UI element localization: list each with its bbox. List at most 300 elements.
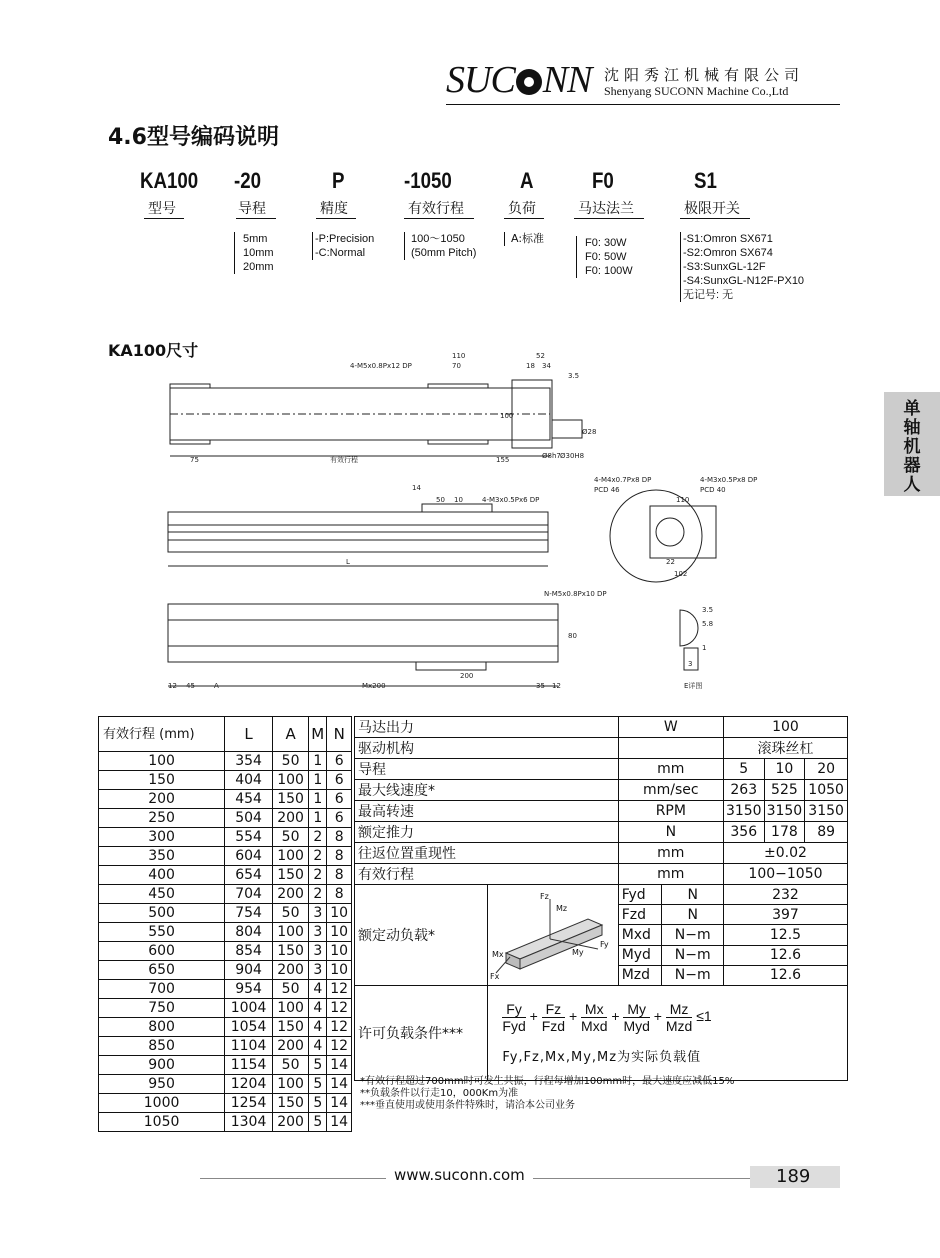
precision-options [312, 232, 374, 260]
table-cell: 12 [327, 980, 352, 999]
underline [504, 218, 544, 219]
label-precision: 精度 [320, 201, 348, 217]
load-unit: N−m [662, 965, 723, 985]
code-load: A [520, 168, 534, 193]
table-cell: 6 [327, 771, 352, 790]
detail-e-profile [680, 610, 698, 646]
spec-value: 89 [805, 822, 848, 843]
dim-label: 4-M3x0.5Px8 DP [700, 476, 758, 484]
dim-label: 35 [536, 682, 545, 690]
table-row [99, 847, 352, 866]
spec-value: 20 [805, 759, 848, 780]
table-cell: 3 [309, 961, 327, 980]
table-cell: 5 [309, 1094, 327, 1113]
load-key: Fyd [618, 885, 662, 905]
table-cell: 2 [309, 828, 327, 847]
table-cell: 50 [272, 904, 308, 923]
table-cell: 1054 [225, 1018, 273, 1037]
dim-label: Ø28 [582, 428, 597, 436]
load-key: Mxd [618, 925, 662, 945]
table-cell: 12 [327, 1018, 352, 1037]
end-cap [170, 384, 210, 388]
dim-label: 12 [168, 682, 177, 690]
load-value: 232 [723, 885, 847, 905]
load-value: 12.6 [723, 965, 847, 985]
table-cell: 8 [327, 847, 352, 866]
dim-label: 155 [496, 456, 510, 464]
dim-label: 50 [436, 496, 445, 504]
table-row [355, 885, 848, 905]
carriage-bottom [416, 662, 486, 670]
table-row [355, 864, 848, 885]
numerator: Fy [502, 1001, 525, 1018]
option: 100～1050 [411, 233, 465, 245]
table-cell: 1 [309, 771, 327, 790]
table-row [99, 752, 352, 771]
axis-label: Fz [540, 892, 550, 901]
side-tab-label: 单轴机器人 [903, 399, 921, 495]
option: 5mm [243, 233, 268, 245]
table-cell: 904 [225, 961, 273, 980]
code-flange: F0 [592, 168, 614, 193]
table-row [99, 866, 352, 885]
switch-options [680, 232, 804, 302]
fraction [542, 1001, 565, 1034]
table-cell: 200 [272, 885, 308, 904]
x-axis [496, 957, 510, 973]
table-row [99, 1094, 352, 1113]
fraction [666, 1001, 692, 1034]
spec-label: 额定推力 [355, 822, 619, 843]
carriage-edge [428, 440, 488, 444]
inequality: ≤1 [696, 1008, 712, 1025]
spec-label: 许可负载条件*** [355, 986, 488, 1081]
table-cell: 150 [272, 942, 308, 961]
label-switch: 极限开关 [684, 201, 740, 217]
option: -S3:SunxGL-12F [683, 261, 766, 273]
table-cell: 854 [225, 942, 273, 961]
company-name-cn: 沈阳秀江机械有限公司 [604, 66, 805, 84]
label-load: 负荷 [508, 201, 536, 217]
spec-unit: mm [618, 759, 723, 780]
label-stroke: 有效行程 [408, 201, 464, 217]
empty-cell [618, 738, 723, 759]
table-cell: 150 [99, 771, 225, 790]
dim-label: 34 [542, 362, 551, 370]
load-value: 397 [723, 905, 847, 925]
side-tab[interactable] [884, 392, 940, 496]
table-cell: 1204 [225, 1075, 273, 1094]
load-value: 12.5 [723, 925, 847, 945]
dim-label: E详图 [684, 682, 703, 690]
dim-label: 100 [500, 412, 514, 420]
underline [144, 218, 184, 219]
dim-label: 52 [536, 352, 545, 360]
table-row [355, 986, 848, 1081]
table-cell: 100 [272, 771, 308, 790]
axis-label: Mz [556, 904, 568, 913]
spec-label: 最大线速度* [355, 780, 619, 801]
numerator: Mx [581, 1001, 607, 1018]
option: F0: 30W [585, 237, 627, 249]
table-cell: 554 [225, 828, 273, 847]
table-cell: 4 [309, 980, 327, 999]
table-row [99, 1037, 352, 1056]
option: 10mm [243, 247, 274, 259]
carriage-edge [428, 384, 488, 388]
end-view-bore [656, 518, 684, 546]
load-unit: N−m [662, 925, 723, 945]
table-row [99, 904, 352, 923]
load-diagram-cell [488, 885, 618, 986]
table-cell: 704 [225, 885, 273, 904]
lead-options [234, 232, 274, 274]
dim-label: 4-M5x0.8Px12 DP [350, 362, 412, 370]
option: -S2:Omron SX674 [683, 247, 773, 259]
table-row [355, 801, 848, 822]
table-cell: 1 [309, 752, 327, 771]
spec-label: 有效行程 [355, 864, 619, 885]
bottom-view-body [168, 604, 558, 662]
col-header: A [272, 717, 308, 752]
footnotes [360, 1076, 734, 1112]
denominator: Myd [623, 1018, 650, 1034]
table-cell: 900 [99, 1056, 225, 1075]
table-row [355, 843, 848, 864]
option: F0: 50W [585, 251, 627, 263]
table-row [99, 828, 352, 847]
table-row [99, 1113, 352, 1132]
table-cell: 14 [327, 1056, 352, 1075]
table-cell: 50 [272, 980, 308, 999]
dim-label: 18 [526, 362, 535, 370]
load-unit: N [662, 885, 723, 905]
table-row [99, 980, 352, 999]
table-cell: 10 [327, 904, 352, 923]
table-cell: 150 [272, 1018, 308, 1037]
spec-label: 额定动负载* [355, 885, 488, 986]
motor-shaft [552, 420, 582, 438]
formula-cell [488, 986, 848, 1081]
stroke-dimension-table [98, 716, 352, 1132]
table-cell: 10 [327, 961, 352, 980]
section-title: 4.6型号编码说明 [108, 125, 279, 150]
table-cell: 504 [225, 809, 273, 828]
dim-label: 75 [190, 456, 199, 464]
spec-unit: mm/sec [618, 780, 723, 801]
table-row [99, 771, 352, 790]
dim-label: A [214, 682, 219, 690]
table-cell: 14 [327, 1075, 352, 1094]
table-cell: 8 [327, 885, 352, 904]
end-cap [170, 440, 210, 444]
table-cell: 550 [99, 923, 225, 942]
footer-url[interactable]: www.suconn.com [386, 1166, 533, 1184]
fraction [502, 1001, 525, 1034]
load-formula: Fy Fyd + Fz Fzd + Mx Mxd + My Myd + Mz Mzd ≤1 [502, 1001, 712, 1034]
table-cell: 404 [225, 771, 273, 790]
table-cell: 200 [272, 1113, 308, 1132]
table-cell: 150 [272, 790, 308, 809]
table-row [99, 1056, 352, 1075]
table-cell: 8 [327, 828, 352, 847]
table-cell: 100 [272, 923, 308, 942]
spec-value: 356 [723, 822, 764, 843]
table-cell: 450 [99, 885, 225, 904]
table-cell: 5 [309, 1056, 327, 1075]
load-direction-diagram [488, 885, 612, 981]
table-row [99, 885, 352, 904]
table-cell: 454 [225, 790, 273, 809]
note: ***垂直使用或使用条件特殊时，请洽本公司业务 [360, 1100, 575, 1111]
table-cell: 50 [272, 1056, 308, 1075]
dim-label: PCD 40 [700, 486, 726, 494]
fraction [581, 1001, 607, 1034]
spec-value: 3150 [805, 801, 848, 822]
table-cell: 354 [225, 752, 273, 771]
col-header: N [327, 717, 352, 752]
dim-label: 4-M3x0.5Px6 DP [482, 496, 540, 504]
table-cell: 1000 [99, 1094, 225, 1113]
table-cell: 1304 [225, 1113, 273, 1132]
dim-label: Ø8h7 [542, 452, 561, 460]
option: -S4:SunxGL-N12F-PX10 [683, 275, 805, 287]
table-cell: 5 [309, 1113, 327, 1132]
option: A:标准 [511, 232, 545, 245]
table-cell: 100 [272, 1075, 308, 1094]
table-cell: 6 [327, 752, 352, 771]
code-stroke: -1050 [404, 168, 452, 193]
table-cell: 3 [309, 942, 327, 961]
load-key: Fzd [618, 905, 662, 925]
table-cell: 754 [225, 904, 273, 923]
dim-label: 3 [688, 660, 693, 668]
table-cell: 1104 [225, 1037, 273, 1056]
label-model: 型号 [148, 201, 176, 217]
table-cell: 700 [99, 980, 225, 999]
spec-label: 驱动机构 [355, 738, 619, 759]
table-cell: 1 [309, 809, 327, 828]
table-row [99, 999, 352, 1018]
table-cell: 950 [99, 1075, 225, 1094]
option: (50mm Pitch) [411, 247, 477, 259]
table-cell: 600 [99, 942, 225, 961]
table-cell: 10 [327, 942, 352, 961]
label-lead: 导程 [238, 201, 266, 217]
table-row [99, 923, 352, 942]
spec-value: 滚珠丝杠 [723, 738, 847, 759]
gear-icon [516, 69, 542, 95]
dim-label: 110 [452, 352, 466, 360]
spec-unit: N [618, 822, 723, 843]
table-cell: 12 [327, 999, 352, 1018]
load-unit: N [662, 905, 723, 925]
table-cell: 954 [225, 980, 273, 999]
dim-label: 102 [674, 570, 688, 578]
spec-unit: mm [618, 843, 723, 864]
label-flange: 马达法兰 [578, 201, 634, 217]
dim-label: 4-M4x0.7Px8 DP [594, 476, 652, 484]
table-cell: 10 [327, 923, 352, 942]
spec-value: 525 [764, 780, 805, 801]
load-unit: N−m [662, 945, 723, 965]
dimension-title: KA100尺寸 [108, 341, 199, 360]
dim-label: 12 [552, 682, 561, 690]
note: **负载条件以行走10，000Km为准 [360, 1088, 519, 1099]
table-cell: 3 [309, 904, 327, 923]
table-cell: 14 [327, 1094, 352, 1113]
table-row [355, 738, 848, 759]
header-divider [446, 104, 840, 105]
underline [316, 218, 356, 219]
underline [404, 218, 474, 219]
underline [574, 218, 644, 219]
spec-value: 10 [764, 759, 805, 780]
axis-label: Mx [492, 950, 505, 959]
stroke-options [404, 232, 476, 260]
table-cell: 1254 [225, 1094, 273, 1113]
dim-label: 有效行程 [330, 456, 358, 464]
table-cell: 1004 [225, 999, 273, 1018]
dim-label: PCD 46 [594, 486, 620, 494]
spec-value: 100−1050 [723, 864, 847, 885]
carriage-top [422, 504, 492, 512]
table-cell: 3 [309, 923, 327, 942]
denominator: Fzd [541, 1018, 566, 1034]
table-cell: 4 [309, 1018, 327, 1037]
axis-label: Fy [600, 940, 610, 949]
table-cell: 300 [99, 828, 225, 847]
table-cell: 50 [272, 828, 308, 847]
table-cell: 6 [327, 790, 352, 809]
option: -C:Normal [315, 247, 366, 259]
dim-label: 1 [702, 644, 707, 652]
table-row [99, 1075, 352, 1094]
spec-value: 263 [723, 780, 764, 801]
code-lead: -20 [234, 168, 262, 193]
table-row [99, 809, 352, 828]
table-cell: 400 [99, 866, 225, 885]
option: 无记号: 无 [683, 289, 734, 301]
table-cell: 250 [99, 809, 225, 828]
table-cell: 12 [327, 1037, 352, 1056]
denominator: Mxd [581, 1018, 608, 1034]
table-cell: 804 [225, 923, 273, 942]
table-cell: 100 [272, 847, 308, 866]
table-row [355, 780, 848, 801]
load-value: 12.6 [723, 945, 847, 965]
table-row [99, 961, 352, 980]
table-cell: 1050 [99, 1113, 225, 1132]
denominator: Fyd [502, 1018, 526, 1034]
spec-label: 往返位置重现性 [355, 843, 619, 864]
table-cell: 6 [327, 809, 352, 828]
col-header: L [225, 717, 273, 752]
table-cell: 200 [272, 961, 308, 980]
spec-unit: RPM [618, 801, 723, 822]
table-cell: 4 [309, 999, 327, 1018]
table-cell: 4 [309, 1037, 327, 1056]
option: -S1:Omron SX671 [683, 233, 773, 245]
table-cell: 654 [225, 866, 273, 885]
spec-value: 3150 [723, 801, 764, 822]
option: 20mm [243, 261, 274, 273]
table-cell: 100 [272, 999, 308, 1018]
spec-value: 178 [764, 822, 805, 843]
spec-value: 3150 [764, 801, 805, 822]
table-cell: 800 [99, 1018, 225, 1037]
table-row [355, 822, 848, 843]
table-row [355, 717, 848, 738]
company-logo: SUC NN [446, 59, 592, 101]
code-switch: S1 [694, 168, 717, 193]
axis-label: My [572, 948, 585, 957]
stroke-table-body [99, 752, 352, 1132]
dim-label: 3.5 [702, 606, 714, 614]
dim-label: 5.8 [702, 620, 714, 628]
spec-value: 100 [723, 717, 847, 738]
denominator: Mzd [665, 1018, 693, 1034]
spec-table [354, 716, 848, 1081]
load-key: Mzd [618, 965, 662, 985]
dim-label: 200 [460, 672, 474, 680]
end-view-flange [650, 506, 716, 558]
spec-label: 马达出力 [355, 717, 619, 738]
table-cell: 650 [99, 961, 225, 980]
numerator: Fz [542, 1001, 565, 1018]
col-header: M [309, 717, 327, 752]
table-cell: 850 [99, 1037, 225, 1056]
table-cell: 8 [327, 866, 352, 885]
spec-value: 5 [723, 759, 764, 780]
option: F0: 100W [585, 265, 633, 277]
table-row [355, 759, 848, 780]
table-cell: 2 [309, 866, 327, 885]
table-cell: 200 [99, 790, 225, 809]
spec-unit: mm [618, 864, 723, 885]
dim-label: 110 [676, 496, 690, 504]
dim-label: Ø30H8 [560, 452, 585, 460]
table-cell: 2 [309, 847, 327, 866]
technical-drawing [150, 350, 880, 700]
spec-unit: W [618, 717, 723, 738]
code-precision: P [332, 168, 345, 193]
table-cell: 150 [272, 866, 308, 885]
load-options [504, 232, 544, 246]
company-name-en: Shenyang SUCONN Machine Co.,Ltd [604, 84, 789, 98]
table-row [99, 790, 352, 809]
dim-label: N-M5x0.8Px10 DP [544, 590, 607, 598]
fraction [623, 1001, 649, 1034]
load-key: Myd [618, 945, 662, 965]
table-cell: 14 [327, 1113, 352, 1132]
table-cell: 1 [309, 790, 327, 809]
formula-note: Fy,Fz,Mx,My,Mz为实际负载值 [502, 1050, 702, 1065]
table-cell: 100 [99, 752, 225, 771]
dim-label: 22 [666, 558, 675, 566]
table-cell: 50 [272, 752, 308, 771]
underline [236, 218, 276, 219]
table-cell: 5 [309, 1075, 327, 1094]
table-row [99, 942, 352, 961]
code-model: KA100 [140, 168, 199, 193]
numerator: My [623, 1001, 649, 1018]
table-cell: 2 [309, 885, 327, 904]
spec-label: 最高转速 [355, 801, 619, 822]
table-cell: 200 [272, 809, 308, 828]
spec-value: ±0.02 [723, 843, 847, 864]
spec-value: 1050 [805, 780, 848, 801]
